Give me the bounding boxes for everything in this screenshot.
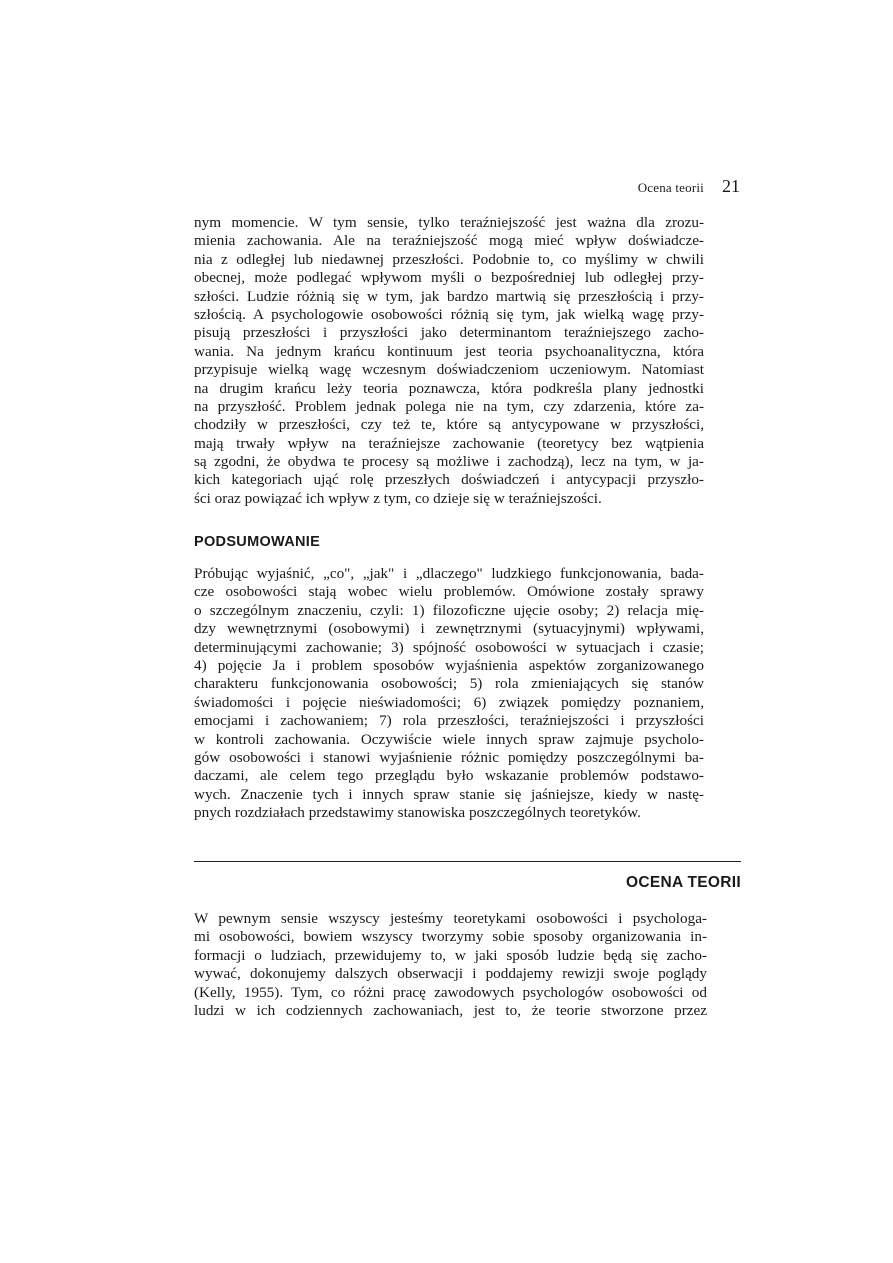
text-line: emocjami i zachowaniem; 7) rola przeszłości, teraźniejszości i przyszłości: [194, 712, 704, 730]
text-line: determinującymi zachowanie; 3) spójność osobowości w sytuacjach i czasie;: [194, 638, 704, 656]
evaluation-heading: OCENA TEORII: [626, 874, 741, 891]
text-line: pnych rozdziałach przedstawimy stanowiska poszczególnych teoretyków.: [194, 804, 641, 822]
text-line: dzy wewnętrznymi (osobowymi) i zewnętrznymi (sytuacyjnymi) wpływami,: [194, 620, 704, 638]
text-line: pisują przeszłości i przyszłości jako determinantom teraźniejszego zacho-: [194, 324, 704, 342]
running-title: Ocena teorii: [637, 180, 704, 195]
text-line: kich kategoriach ująć rolę przeszłych doświadczeń i antycypacji przyszło-: [194, 471, 704, 489]
text-line: gów osobowości i stanowi wyjaśnienie różnic pomiędzy poszczególnymi ba-: [194, 748, 704, 766]
text-line: charakteru funkcjonowania osobowości; 5) rola zmieniających się stanów: [194, 675, 704, 693]
section-divider: [194, 861, 741, 862]
page-number: 21: [722, 176, 740, 196]
text-line: Próbując wyjaśnić, „co", „jak" i „dlaczego" ludzkiego funkcjonowania, bada-: [194, 565, 704, 582]
text-line: cze osobowości stają wobec wielu problemów. Omówione zostały sprawy: [194, 583, 704, 601]
paragraph-continued: [194, 214, 704, 508]
text-line: na drugim krańcu leży teoria poznawcza, która podkreśla plany jednostki: [194, 379, 704, 397]
text-line: W pewnym sensie wszyscy jesteśmy teoretykami osobowości i psychologa-: [194, 910, 707, 927]
text-line: chodziły w przeszłości, czy też te, które są antycypowane w przyszłości,: [194, 416, 704, 434]
text-line: mają trwały wpływ na teraźniejsze zachowanie (teoretycy bez wątpienia: [194, 434, 704, 452]
text-line: wywać, dokonujemy dalszych obserwacji i poddajemy rewizji swoje poglądy: [194, 965, 707, 983]
text-line: w kontroli zachowania. Oczywiście wiele innych spraw zajmuje psycholo-: [194, 730, 704, 748]
text-line: nym momencie. W tym sensie, tylko teraźniejszość jest ważna dla zrozu-: [194, 214, 704, 231]
text-line: 4) pojęcie Ja i problem sposobów wyjaśnienia aspektów zorganizowanego: [194, 656, 704, 674]
text-line: formacji o ludziach, przewidujemy to, w jaki sposób ludzie będą się zacho-: [194, 946, 707, 964]
text-line: (Kelly, 1955). Tym, co różni pracę zawodowych psychologów osobowości od: [194, 983, 707, 1001]
text-line: ludzi w ich codziennych zachowaniach, jest to, że teorie stworzone przez: [194, 1001, 707, 1019]
text-line: daczami, ale celem tego przeglądu było wskazanie problemów podstawo-: [194, 767, 704, 785]
text-line: przypisuje wielką wagę wczesnym doświadczeniom uczeniowym. Natomiast: [194, 361, 704, 379]
text-line: na przyszłość. Problem jednak polega nie na tym, czy zdarzenia, które za-: [194, 397, 704, 415]
summary-paragraph: [194, 565, 704, 822]
text-line: świadomości i pojęcie nieświadomości; 6) związek pomiędzy poznaniem,: [194, 693, 704, 711]
text-line: mi osobowości, bowiem wszyscy tworzymy sobie sposoby organizowania in-: [194, 928, 707, 946]
text-line: o szczególnym znaczeniu, czyli: 1) filozoficzne ujęcie osoby; 2) relacja mię-: [194, 601, 704, 619]
evaluation-paragraph: [194, 910, 707, 1020]
text-line: szłością. A psychologowie osobowości różnią się tym, jak wielką wagę przy-: [194, 305, 704, 323]
text-line: wania. Na jednym krańcu kontinuum jest teoria psychoanalityczna, która: [194, 342, 704, 360]
text-line: nia z odległej lub niedawnej przeszłości. Podobnie to, co myślimy w chwili: [194, 250, 704, 268]
text-line: mienia zachowania. Ale na teraźniejszość mogą mieć wpływ doświadcze-: [194, 232, 704, 250]
text-line: wych. Znaczenie tych i innych spraw stanie się jaśniejsze, kiedy w nastę-: [194, 785, 704, 803]
text-line: obecnej, może podlegać wpływom myśli o bezpośredniej lub odległej przy-: [194, 269, 704, 287]
running-head: [194, 176, 740, 198]
text-line: ści oraz powiązać ich wpływ z tym, co dzieje się w teraźniejszości.: [194, 489, 602, 507]
summary-heading: PODSUMOWANIE: [194, 534, 321, 550]
text-line: są zgodni, że obydwa te procesy są możliwe i zachodzą), lecz na tym, w ja-: [194, 453, 704, 471]
text-line: szłości. Ludzie różnią się w tym, jak bardzo martwią się przeszłością i przy-: [194, 287, 704, 305]
